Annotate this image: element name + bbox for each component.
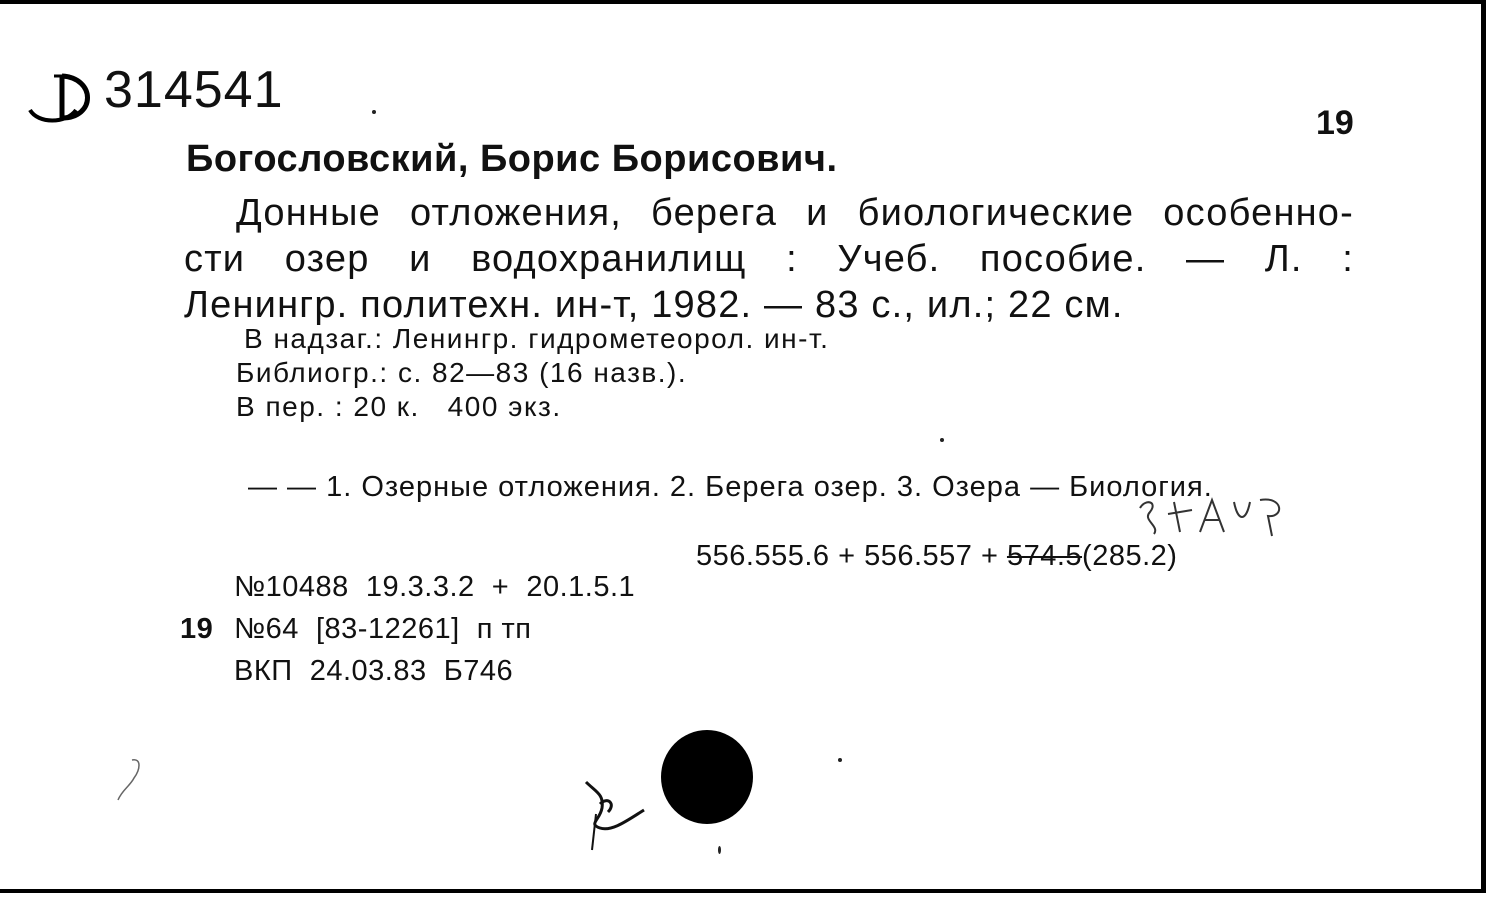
record-prefix: 19: [180, 613, 214, 645]
udc-struck: 574.5: [1006, 540, 1083, 572]
speck: [718, 846, 721, 854]
speck: [940, 438, 944, 442]
speck: [838, 758, 842, 762]
notes-block: [236, 322, 829, 424]
speck: [372, 110, 376, 114]
corner-number: 19: [1316, 104, 1354, 142]
pencil-mark-icon: [112, 756, 152, 804]
title-line-1: Донные отложения, берега и биологические особенно-: [236, 192, 1354, 234]
udc-classification: [696, 540, 1177, 573]
note-line: В надзаг.: Ленингр. гидрометеорол. ин-т.: [244, 323, 830, 354]
udc-main: 556.555.6 + 556.557 +: [696, 540, 1007, 572]
punch-hole: [661, 730, 753, 824]
record-line: [180, 608, 635, 650]
signature-icon: [578, 774, 658, 854]
vkp-line: ВКП 24.03.83 Б746: [234, 655, 514, 687]
note-line: В пер. : 20 к. 400 экз.: [236, 391, 562, 422]
note-line: Библиогр.: с. 82—83 (16 назв.).: [236, 357, 688, 388]
author-heading: Богословский, Борис Борисович.: [186, 138, 838, 180]
handwritten-annotation-icon: [1134, 492, 1294, 540]
record-value: №64 [83-12261] п тп: [234, 613, 532, 645]
title-line-3: Ленингр. политехн. ин-т, 1982. — 83 с., ил.; 22 см.: [184, 284, 1124, 326]
library-stamp-icon: [22, 66, 92, 128]
bbk-line: №10488 19.3.3.2 + 20.1.5.1: [234, 571, 636, 603]
title-line-2: сти озер и водохранилищ : Учеб. пособие. — Л. :: [184, 238, 1354, 280]
title-statement: [184, 190, 1354, 328]
inventory-number: 314541: [104, 61, 284, 119]
udc-tail: (285.2): [1082, 540, 1178, 572]
record-numbers: [180, 566, 635, 692]
subject-headings: — — 1. Озерные отложения. 2. Берега озер. 3. Озера — Биология.: [248, 471, 1213, 503]
